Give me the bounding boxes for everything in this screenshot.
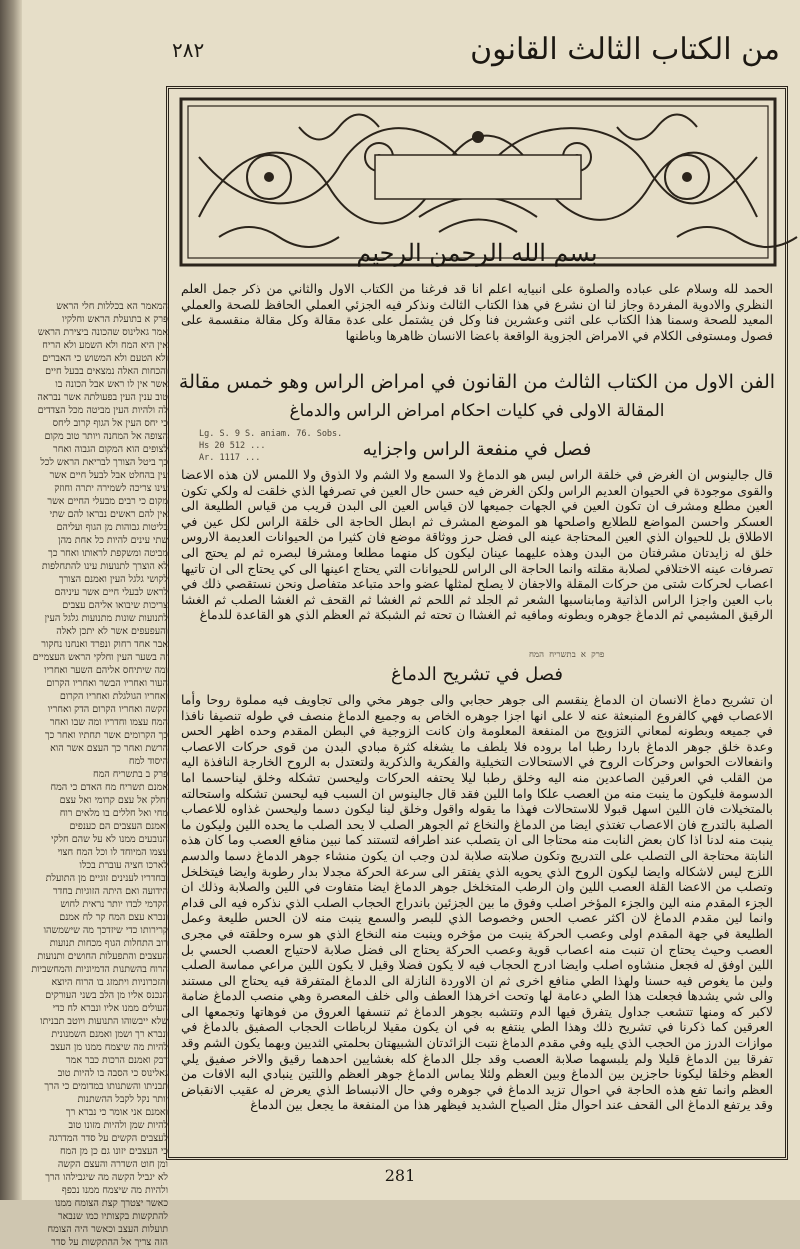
hebrew-margin-line: להתקשות בקצותיו כמו שנבאר: [57, 1211, 168, 1222]
hebrew-inline-note: פרק א בתשריח המח: [529, 650, 605, 660]
hebrew-margin-line: המח עצמו וחדריו ומה שבו ואחר: [49, 717, 168, 728]
hebrew-margin-line: ואחריו הגולגלת ואחריו הקרום: [59, 691, 168, 702]
hebrew-margin-line: הרוח בהשתנות הדמיוניות והמחשביות: [31, 964, 168, 975]
hebrew-margin-line: כך ביטל הצורך לבריאת הראש לכל: [40, 457, 168, 468]
hebrew-margin-line: הזה צריך אל ההתקשות על סדר: [51, 1237, 168, 1248]
hebrew-margin-line: פרק ב בתשריח המח: [93, 769, 168, 780]
hebrew-margin-line: יותר נקל לקבל ההשתנות: [77, 1094, 168, 1105]
hebrew-margin-line: העור ואחריו הבשר ואחריו הקרום: [46, 678, 168, 689]
fann-heading: الفن الاول من الكتاب الثالث من القانون في امراض الراس وهو خمس مقالة: [178, 371, 776, 393]
hebrew-margin-line: עין בהחלט אבל לבעל חיים אשר: [49, 470, 168, 481]
hebrew-margin-line: ולא הטעם ולא המשוש כי האברים: [42, 353, 168, 364]
hebrew-margin-line: מקום כי רבים מבעלי החיים אשר: [47, 496, 168, 507]
hebrew-margin-line: דבק ואמנם הרכות כבר אמר: [66, 1055, 168, 1066]
hebrew-margin-line: שלא ייבשוהו התנועות ויוטב תבניתו: [40, 1016, 168, 1027]
hebrew-margin-line: המאמר הא בכללות חלי הראש: [56, 301, 168, 312]
hebrew-margin-line: תבניתו והשתנותו במדומים כי הרך: [44, 1081, 168, 1092]
hebrew-margin-line: ונברא רך ושמן ואמנם השמנונית: [51, 1029, 168, 1040]
hebrew-margin-line: כי העצבים יזונו גם כן מן המח: [59, 1146, 168, 1157]
hebrew-margin-line: העצבים והתפעלות החושים ותנועות: [37, 951, 168, 962]
hebrew-margin-line: ואמנם העצבים הם כענפים: [69, 821, 168, 832]
hebrew-margin-line: העולים ממנו אליו ונברא לח כדי: [52, 1003, 168, 1014]
hebrew-margin-line: והזכרוניות ויתמזג בו הרוח היוצא: [51, 977, 168, 988]
hebrew-margin-line: היסוד למח: [128, 756, 168, 767]
hebrew-margin-line: אין להם ראשים נבראו להם שתי: [49, 509, 168, 520]
running-title: من الكتاب الثالث القانون: [470, 32, 780, 67]
hebrew-margin-line: להיות שמן ולהיות מזונו טוב: [68, 1120, 168, 1131]
hebrew-margin-line: ומן חוט השדרה והעצם הקשה: [57, 1159, 168, 1170]
hebrew-margin-line: הצופה אל המחנה ויותר טוב מקום: [44, 431, 168, 442]
hebrew-margin-line: ובחדריו לענינים זוגיים מן התועלת: [45, 873, 168, 884]
hebrew-margin-line: יחלק אל עצם קרומי ואל עצם: [59, 795, 168, 806]
fasl-heading-1: فصل في منفعة الراس واجزايه: [362, 439, 592, 460]
hebrew-margin-line: לא הוצרך לתנועות עינו להתחלפות: [41, 561, 168, 572]
hebrew-margin-line: טוב ענין העין בפעולתה אשר נבראה: [37, 392, 168, 403]
hebrew-margin-line: לה ולהיות העין מביטה מכל הצדדים: [37, 405, 168, 416]
section-1-text: قال جالينوس ان الغرض في خلقة الراس ليس هو الدماغ ولا السمع ولا الشم ولا الذوق ولا اللمس لان هذه الاعضا والقوى موجودة في الحيوان العديم الراس ولكن الغرض فيه حسن حال العين في تصرفها الذي خلقت له ولكي تكون العين مطلع ومشرف ان تكون العين في الجهات جميعها لان قياس العين الى البدن قريب من قياس الطليعة الى العسكر واحسن المواضع للطلايع واصلحها هو الموضع المشرف ثم ابطل الحاجة الى خلقة الراس لكل عين في الاطلاق بل للحيوان الذي العين المحتاجة عينه الى فضل حرز ووثاقة موضع فان كثيرا من الحيوانات العديمة الاروس خلق له زايدتان مشرفتان من البدن وهذه عليهما عينان ليكون كل منهما مطلعا ومشرفا لبصره ثم لم يحتج الى تصرفات عينه الاختلافي لصلابة مقلته وانما الحاجة الى الراس للحيوانات التي يحتاج اعينها الى كي يحتاج الى ان تاتيها اعصاب لحركات شتى من حركات المقلة والاجفان لا يصلح لمثلها عضو واحد متباعد متفاصل ونحن نستقصي ذلك في باب العين واجزا الراس الذاتية ومابناسبها الشعر ثم الجلد ثم اللحم ثم الغشا ثم القحف ثم الغشا الصلب ثم الغشا الرقيق المشيمي ثم الدماغ جوهره وبطونه ومافيه ثم الغشاا ن تحته ثم الشبكة ثم العظم الذي هو القاعدة للدماغ: [181, 467, 773, 623]
hebrew-margin-line: והכחות האלה נמצאים בבעל חיים: [45, 366, 168, 377]
basmala: بسم الله الرحمن الرحيم: [356, 239, 598, 267]
hebrew-margin-line: הקשה ואחריו הקרום הדק ואחריו: [47, 704, 168, 715]
hebrew-margin-line: עינו צריכה לשמירה יתרה וחוזק: [54, 483, 168, 494]
hebrew-margin-line: ואמנם אני אומר כי נברא רך: [65, 1107, 168, 1118]
hebrew-margin-line: מביטה ומשקפת לראותו ואחר כך: [48, 548, 168, 559]
intro-text: الحمد لله وسلام على عباده والصلوة على انبيايه اعلم انا قد فرغنا من الكتاب الاول والثاني من ذكر جمل العلم النظري والادوية المفردة وجاز لنا ان نشرع في هذا الكتاب الثالث ونذكر فيه الجزئي العملي الحافظ للصحة والعملي المعيد للصحة وسمنا هذا الكتاب على اثنى وعشرين فنا وكل فن يشتمل على عدة مقالة وكل مقالة منقسمة على فصول ومستوفى الكلام في الامراض الجزوية الواقعة باعضا الانسان ظاهرها وباطنها: [181, 281, 773, 343]
hebrew-margin-line: בליטות גבוהות מן הגוף ועליהם: [56, 522, 168, 533]
hebrew-margin-line: אבר אחד רחוק ונפרד ואנחנו נחקור: [41, 639, 168, 650]
hebrew-margin-line: הקדמי לבדו יותר נראית לחוש: [60, 899, 168, 910]
hebrew-margin-line: הרשת ואחר כך העצם אשר הוא: [50, 743, 168, 754]
hebrew-margin-line: לקושי גלגל העין ואמנם הצורך: [58, 574, 168, 585]
latin-annotation-3: Ar. 1117 ...: [199, 453, 261, 463]
hebrew-margin-line: כך הקרומים אשר תחתיו ואחר כך: [44, 730, 168, 741]
hebrew-margin-line: תועלות העצב וכאשר היה הצומח: [47, 1224, 168, 1235]
text-frame: [166, 86, 788, 1160]
hebrew-margin-line: לארכו חציה עוברת בכלו: [79, 860, 168, 871]
hebrew-margin-line: כי יחס העין אל הגוף קרוב ליחס: [52, 418, 168, 429]
hebrew-margin-line: אמנם תשריח מח האדם כי המח: [50, 782, 168, 793]
book-gutter: [0, 0, 22, 1200]
hebrew-margin-line: לתנועות שונות מתנועות גלגל העין: [44, 613, 168, 624]
hebrew-margin-line: והעפעפים אשר לא יתכן לאלה: [56, 626, 168, 637]
section-2-text: ان تشريح دماغ الانسان ان الدماغ ينقسم الى جوهر حجابي والى جوهر مخي والى تجاويف فيه مملوة روحا وأما الاعصاب فهي كالفروع المنبعثة عنه لا على انها اجزا جوهره الخاص به وجميع الدماغ منصف في طوله تنصيفا نافذا في جميعه وبطونه لمعاني التزويج من المنفعة المعلومة وان كانت الزوجية في البطن المقدم وحده اظهر الحس وعدة خلق جوهر الدماغ باردا رطبا اما بروده فلا يلطف ما يشغله كثرة مبادي البدن من قوى حركات الاعصاب وانفعالات الحواس وحركات الروح في الاستحالات التخيلية والفكرية والذكرية ولتعتدل به الروح الخارجة النافذة اليه من القلب في العرقين الصاعدين منه اليه وخلق رطبا ليلا يحتفه الحركات وليحسن تشكله وخلق ليناحسما اما الدسومة فليكون ما ينبت منه من العصب علكا واما اللين فقد قال جالينوس ان السبب فيه ليحسن تشكله واستحالته بالمتخيلات فان اللين اسهل قبولا للاستحالات فهذا ما يقوله واقول وخلق لينا ليكون دسما وليحسن غذاوه للاعصاب الصلبة بالتدرج فان الاعصاب تغتذي ايضا من الدماغ والنخاع ثم الجوهر الصلب لا يحد الصلب ما يحده اللين وليكون ما ينبت منه لدنا اذا كان بعض النابت منه محتاجا الى ان يتصلب عند اطرافه لتستند كما نبين منافع العصب وما كان هذه النابتة محتاجة الى التصلب على التدريج وتكون صلابته صلابة لدن وجب ان يكون منشاء جوهر الدماغ دسما والدسم اللزج ليس لاشكاله وايضا ليكون الروح الذي يحويه الذي يفتقر الى سرعة الحركة مجدلا بدار رطوبة وايضا فيتخلخل وتصلب من الاعضا القلة العصب اللين وان الرطب المتخلخل جوهر الدماغ ايضا متفاوت في اللين والصلابة وذلك ان الجزء المقدم منه الين والجزء المؤخر اصلب وفوق ما بين الجزئين باندراج الحجاب الصلب الذي نذكره فيه الى قدام وانما لين مقدم الدماغ لان اكثر عصب الحس وخصوصا الذي للبصر والسمع ينبت منه لان الحس طليعة وعمل الطليعة في جهة المقدم اولى وعصب الحركة ينبت من مؤخره وينبت منه النخاع الذي هو سره وحلقته في مجرى العصب وحيث يحتاج ان تنبت منه اعصاب قوية وعصب الحركة يحتاج الى فضل صلابة لاحتياج العصب الحسي بل اللين اوفق له فجعل منشاوه اصلب وايضا ادرج الحجاب فيه لا يكون فضلا وقيل لا يكون اللين مراعي مماسة الصلب ولين ما يغوص فيه حسنا ولهذا الطي منافع اخرى ثم ان الاوردة النازلة الى الدماغ المتفرقة فيه يحتاج الى مستند والى شي يشدها فجعلت هذا الطي دعامة لها وتحت اخرهذا العطف والى خلف المعصرة وهي منصب الدماغ ضامة لاكبر كه ومنها تتشعب جداول يتفرق فيها الدم وتتشبه بجوهر الدماغ ثم تنسفها العروق من فوهاتها وتجمعها الى العرقين كما ذكرنا في تشريح ذلك وهذا الطي ينتفع به في ان يكون مقيلا لرباطات الحجاب الصفيق بالدماغ في موازات الدرز من الحجب الذي يليه وفي مقدم الدماغ نتبت الزائدتان الشبيهتان بحلمتي الثديين وبهما يكون الشم وقد تفرقا بين الدماغ قليلا ولم يلبسهما صلابة العصب وقد جلل الدماغ كله بغشايين احدهما رقيق والاخر صفيق يلي العظم وخلقا ليكونا حاجزين بين الدماغ وبين العظم ولئلا يماس الدماغ جوهر العظم واللتين ينبادي البه الافات من العظم وانما تفع هذه الحاجة في احوال تزيد الدماغ في جوهره وفي حال الانبساط الذي يعرض له عقيب الانقباض وقد يرتفع الدماغ الى القحف عند احوال مثل الصياح الشديد فيظهر هذا من المنفعة ما يجعل بين الدماغ: [181, 692, 773, 1113]
hebrew-margin-line: הידועה ואם היתה הזוגיות בחדר: [53, 886, 168, 897]
hebrew-margin-column: [22, 300, 168, 1248]
hebrew-margin-line: ונברא עצם המח קר לח אמנם: [59, 912, 168, 923]
hebrew-margin-line: שתי עינים להיות כל אחת מהן: [58, 535, 168, 546]
maqala-heading: المقالة الاولى في كليات احكام امراض الراس والدماغ: [289, 401, 665, 421]
hebrew-margin-line: מחי ואל חללים בו מלאים רוח: [59, 808, 168, 819]
page-number: ٢٨٢: [172, 38, 205, 62]
intro-paragraph: [181, 281, 773, 343]
hebrew-margin-line: לעצבים הקשים על סדר המדרגה: [49, 1133, 168, 1144]
hebrew-margin-line: לראש לבעלי חיים אשר עיניהם: [54, 587, 168, 598]
fasl-heading-2: فصل في تشريح الدماغ: [390, 664, 564, 685]
hebrew-margin-line: להיות מה שיצמח ממנו מן העצב: [50, 1042, 168, 1053]
latin-annotation-2: Hs 20 512 ...: [199, 441, 266, 451]
latin-annotation-1: Lg. S. 9 S. aniam. 76. Sobs.: [199, 429, 343, 439]
hebrew-margin-line: צריכות שיבואו אליהם עצבים: [62, 600, 168, 611]
hebrew-margin-line: לצופים הוא המקום הגבוה ואחר: [53, 444, 168, 455]
hebrew-margin-line: כאשר יצטרך קצת הצומח ממנו: [54, 1198, 168, 1209]
hebrew-margin-line: ולהיות מה שיצמח ממנו נכפף: [61, 1185, 168, 1196]
section-2-body: [181, 692, 773, 1113]
hebrew-margin-line: גאלינוס כי הסבה בו להיות טוב: [57, 1068, 168, 1079]
hebrew-margin-line: הנובעים ממנו לא על שהם חלקי: [51, 834, 168, 845]
hebrew-margin-line: רוב התחלות הגוף מכחות תנועות: [49, 938, 168, 949]
hebrew-margin-line: הנכנס אליו מן הלב בשני העורקים: [45, 990, 168, 1001]
section-1-body: [181, 467, 773, 623]
hebrew-margin-line: לא יגביל הקשה מה שיגבילהו הרך: [45, 1172, 168, 1183]
hebrew-margin-line: זה בשער העין וחלקי הראש העצמיים: [32, 652, 168, 663]
hebrew-margin-line: קרירותו כדי שיזדכך מה שישמשהו: [43, 925, 168, 936]
hebrew-margin-line: אין היא המח ולא השמע ולא הריח: [42, 340, 168, 351]
running-header: [166, 30, 788, 76]
footer-page-number: 281: [384, 1166, 416, 1185]
hebrew-margin-line: אשר אין לו ראש אבל הכונה בו: [55, 379, 168, 390]
hebrew-margin-line: פרק א בתועלת הראש וחלקיו: [62, 314, 168, 325]
hebrew-margin-line: אמר גאלינוס שהכונה ביצירת הראש: [37, 327, 168, 338]
hebrew-margin-line: ומה שיתיחס אליהם השער ואחריו: [44, 665, 168, 676]
hebrew-margin-line: עצמו המיוחד לו וכל המח חצוי: [57, 847, 168, 858]
